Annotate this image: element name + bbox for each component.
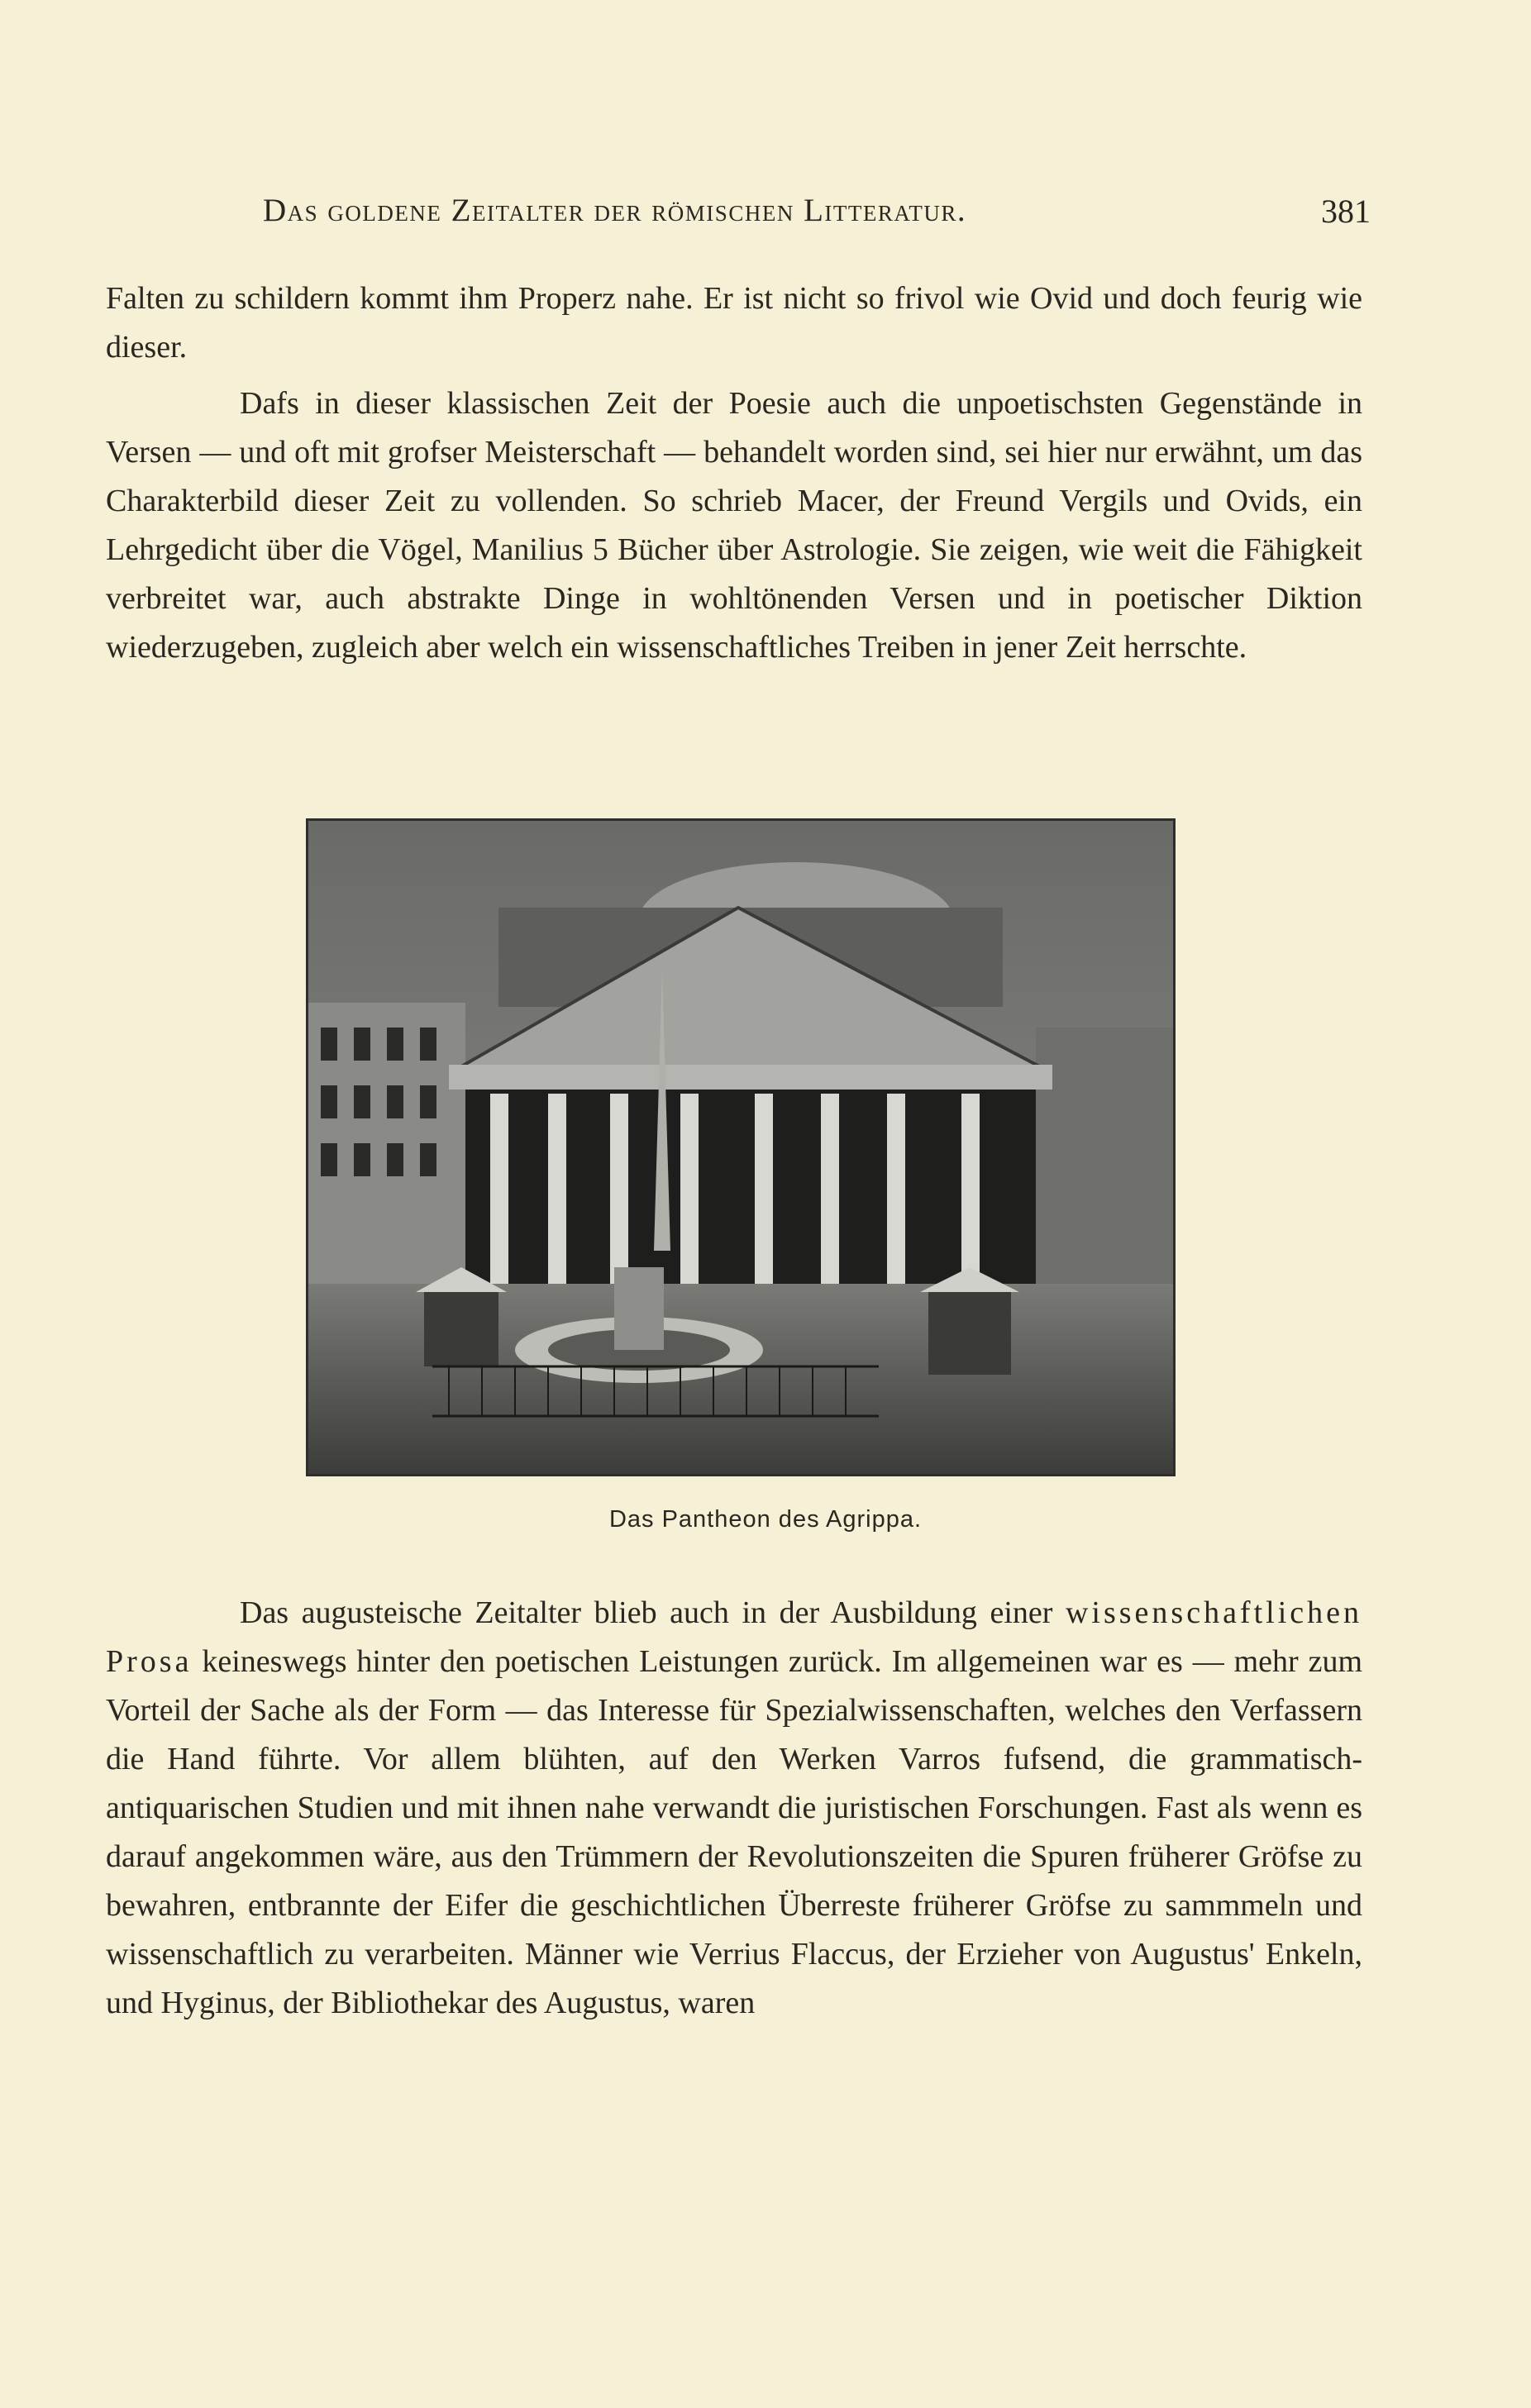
running-title: Das goldene Zeitalter der römischen Litteratur.: [263, 193, 967, 228]
paragraph-3-rest: keineswegs hinter den poetischen Leistungen zurück. Im allgemeinen war es — mehr zum Vorteil der Sache als der Form — das Interesse für Spezialwissenschaften, welches den Verfassern die Hand führte. Vor allem blühten, auf den Werken Varros fufsend, die grammatisch-antiquarischen Studien und mit ihnen nahe verwandt die juristischen Forschungen. Fast als wenn es darauf angekommen wäre, aus den Trümmern der Revolutionszeiten die Spuren früherer Gröfse zu bewahren, entbrannte der Eifer die geschichtlichen Überreste früherer Gröfse zu sammmeln und wissenschaftlich zu verarbeiten. Männer wie Verrius Flaccus, der Erzieher von Augustus' Enkeln, und Hyginus, der Bibliothekar des Augustus, waren: [106, 1644, 1363, 2020]
pantheon-photo: [308, 821, 1173, 1474]
paragraph-3-text: [106, 1589, 1362, 2028]
paragraph-1: [106, 274, 1362, 372]
running-head: [263, 192, 1371, 241]
paragraph-1-text: Falten zu schildern kommt ihm Properz nahe. Er ist nicht so frivol wie Ovid und doch feurig wie dieser.: [106, 281, 1362, 365]
paragraph-2-text: Dafs in dieser klassischen Zeit der Poesie auch die unpoetischsten Gegenstände in Versen — und oft mit grofser Meisterschaft — behandelt worden sind, sei hier nur erwähnt, um das Charakterbild dieser Zeit zu vollenden. So schrieb Macer, der Freund Vergils und Ovids, ein Lehrgedicht über die Vögel, Manilius 5 Bücher über Astrologie. Sie zeigen, wie weit die Fähigkeit verbreitet war, auch abstrakte Dinge in wohltönenden Versen und in poetischer Diktion wiederzugeben, zugleich aber welch ein wissenschaftliches Treiben in jener Zeit herrschte.: [106, 386, 1362, 665]
pantheon-illustration: [306, 818, 1176, 1476]
figure-caption: Das Pantheon des Agrippa.: [608, 1506, 923, 1533]
paragraph-2: [106, 379, 1362, 672]
page-number: 381: [1321, 193, 1371, 230]
paragraph-3-start: Das augusteische Zeitalter blieb auch in der Ausbildung einer: [240, 1595, 1053, 1630]
emphasized-term: wissenschaftlichen Prosa: [106, 1595, 1362, 1679]
paragraph-3: [106, 1589, 1362, 2028]
